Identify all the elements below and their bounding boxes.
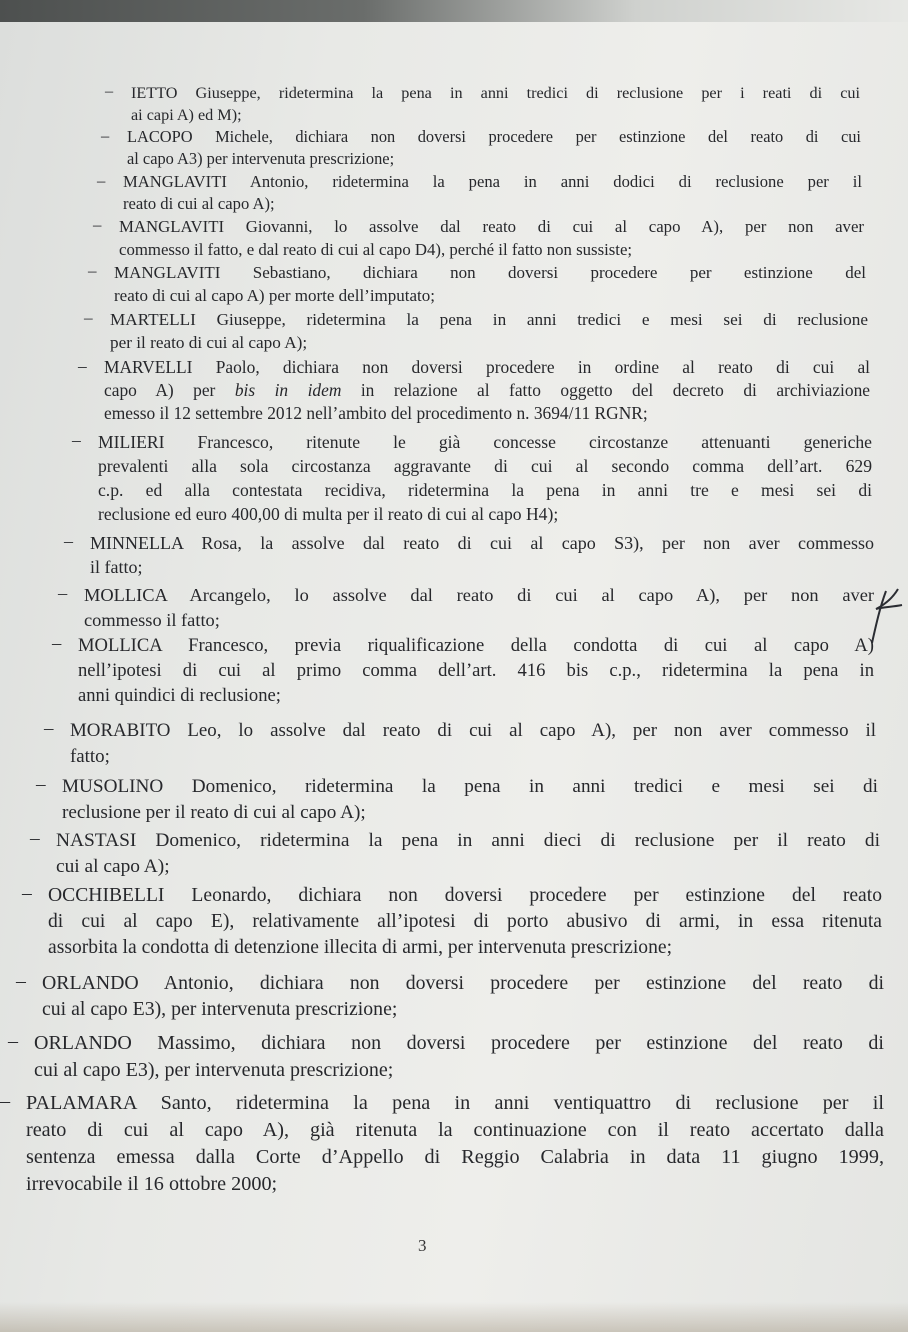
item-line: reclusione per il reato di cui al capo A); <box>62 802 366 823</box>
item-line: reato di cui al capo A) per morte dell’imputato; <box>114 286 435 305</box>
item-line: MANGLAVITI Sebastiano, dichiara non doversi procedere per estinzione del <box>114 263 866 282</box>
list-item <box>98 430 872 526</box>
list-item <box>78 633 874 708</box>
item-line: MOLLICA Arcangelo, lo assolve dal reato di cui al capo A), per non aver <box>84 585 874 605</box>
list-bullet: – <box>36 774 46 795</box>
item-line: reato di cui al capo A), già ritenuta la continuazione con il reato accertato dalla <box>26 1119 884 1141</box>
item-line: cui al capo E3), per intervenuta prescrizione; <box>42 998 398 1020</box>
item-line: cui al capo A); <box>56 856 170 877</box>
page-bottom-edge <box>0 1302 908 1332</box>
list-bullet: – <box>30 828 40 849</box>
item-line: prevalenti alla sola circostanza aggravante di cui al secondo comma dell’art. 629 <box>98 456 872 476</box>
list-bullet: – <box>64 531 73 551</box>
item-line: sentenza emessa dalla Corte d’Appello di Reggio Calabria in data 11 giugno 1999, <box>26 1146 884 1168</box>
item-line: OCCHIBELLI Leonardo, dichiara non doversi procedere per estinzione del reato <box>48 885 882 906</box>
item-line: MUSOLINO Domenico, ridetermina la pena in anni tredici e mesi sei di <box>62 776 878 797</box>
list-bullet: – <box>93 215 102 234</box>
list-item <box>127 126 861 170</box>
handwritten-mark <box>868 585 908 645</box>
list-item <box>84 583 874 633</box>
list-bullet: – <box>97 171 106 190</box>
list-item <box>119 215 864 261</box>
list-item <box>70 718 876 770</box>
page-number: 3 <box>418 1236 427 1255</box>
item-line: MINNELLA Rosa, la assolve dal reato di cui al capo S3), per non aver commesso <box>90 533 874 553</box>
item-line: irrevocabile il 16 ottobre 2000; <box>26 1173 278 1195</box>
item-line: di cui al capo E), relativamente all’ipotesi di porto abusivo di armi, in essa ritenuta <box>48 911 882 932</box>
list-item <box>48 883 882 961</box>
item-line: MARTELLI Giuseppe, ridetermina la pena in anni tredici e mesi sei di reclusione <box>110 310 868 329</box>
item-line: al capo A3) per intervenuta prescrizione; <box>127 149 395 168</box>
item-line: anni quindici di reclusione; <box>78 685 281 706</box>
item-line: PALAMARA Santo, ridetermina la pena in anni ventiquattro di reclusione per il <box>26 1092 884 1114</box>
list-item <box>90 531 874 579</box>
list-item <box>34 1030 884 1084</box>
item-line: capo A) per bis in idem in relazione al fatto oggetto del decreto di archiviazione <box>104 380 870 400</box>
item-line: MANGLAVITI Giovanni, lo assolve dal reato di cui al capo A), per non aver <box>119 217 864 236</box>
item-line: nell’ipotesi di cui al primo comma dell’art. 416 bis c.p., ridetermina la pena in <box>78 660 874 681</box>
list-bullet: – <box>16 970 26 992</box>
item-line: IETTO Giuseppe, ridetermina la pena in anni tredici di reclusione per i reati di cui <box>131 84 860 102</box>
italic-phrase: bis in idem <box>234 380 342 400</box>
item-line: MOLLICA Francesco, previa riqualificazione della condotta di cui al capo A) <box>78 635 874 656</box>
list-bullet: – <box>78 356 87 376</box>
item-line: ORLANDO Antonio, dichiara non doversi procedere per estinzione del reato di <box>42 972 884 994</box>
item-line: fatto; <box>70 746 110 767</box>
list-bullet: – <box>88 261 97 280</box>
item-line: assorbita la condotta di detenzione illecita di armi, per intervenuta prescrizione; <box>48 937 673 958</box>
item-line: MORABITO Leo, lo assolve dal reato di cui al capo A), per non aver commesso il <box>70 720 876 741</box>
item-line: cui al capo E3), per intervenuta prescrizione; <box>34 1059 394 1081</box>
item-line: LACOPO Michele, dichiara non doversi procedere per estinzione del reato di cui <box>127 127 861 146</box>
list-bullet: – <box>0 1090 11 1112</box>
list-bullet: – <box>22 883 32 904</box>
page-top-edge <box>0 0 908 22</box>
list-bullet: – <box>84 308 93 327</box>
list-item <box>114 261 866 307</box>
item-line: commesso il fatto, e dal reato di cui al capo D4), perché il fatto non sussiste; <box>119 240 633 259</box>
item-line: MARVELLI Paolo, dichiara non doversi procedere in ordine al reato di cui al <box>104 357 870 377</box>
list-bullet: – <box>72 430 81 450</box>
list-item <box>131 82 860 126</box>
item-line: MANGLAVITI Antonio, ridetermina la pena in anni dodici di reclusione per il <box>123 172 862 191</box>
list-item <box>123 171 862 215</box>
list-bullet: – <box>101 126 110 145</box>
list-item <box>42 970 884 1022</box>
list-bullet: – <box>58 583 68 603</box>
list-item <box>110 308 868 354</box>
list-item <box>26 1090 884 1198</box>
list-bullet: – <box>52 633 62 654</box>
item-line: emesso il 12 settembre 2012 nell’ambito del procedimento n. 3694/11 RGNR; <box>104 403 648 423</box>
item-line: ai capi A) ed M); <box>131 106 242 124</box>
item-line: MILIERI Francesco, ritenute le già concesse circostanze attenuanti generiche <box>98 432 872 452</box>
item-line: ORLANDO Massimo, dichiara non doversi procedere per estinzione del reato di <box>34 1032 884 1054</box>
item-line: reato di cui al capo A); <box>123 194 275 213</box>
list-bullet: – <box>8 1030 18 1052</box>
item-line: c.p. ed alla contestata recidiva, ridetermina la pena in anni tre e mesi sei di <box>98 480 872 500</box>
item-line: per il reato di cui al capo A); <box>110 333 308 352</box>
list-item <box>104 356 870 425</box>
list-bullet: – <box>44 718 54 739</box>
item-line: reclusione ed euro 400,00 di multa per il reato di cui al capo H4); <box>98 504 559 524</box>
list-item <box>62 774 878 826</box>
item-line: commesso il fatto; <box>84 610 220 630</box>
item-line: il fatto; <box>90 557 143 577</box>
item-line: NASTASI Domenico, ridetermina la pena in anni dieci di reclusione per il reato di <box>56 830 880 851</box>
list-bullet: – <box>105 82 114 100</box>
list-item <box>56 828 880 880</box>
